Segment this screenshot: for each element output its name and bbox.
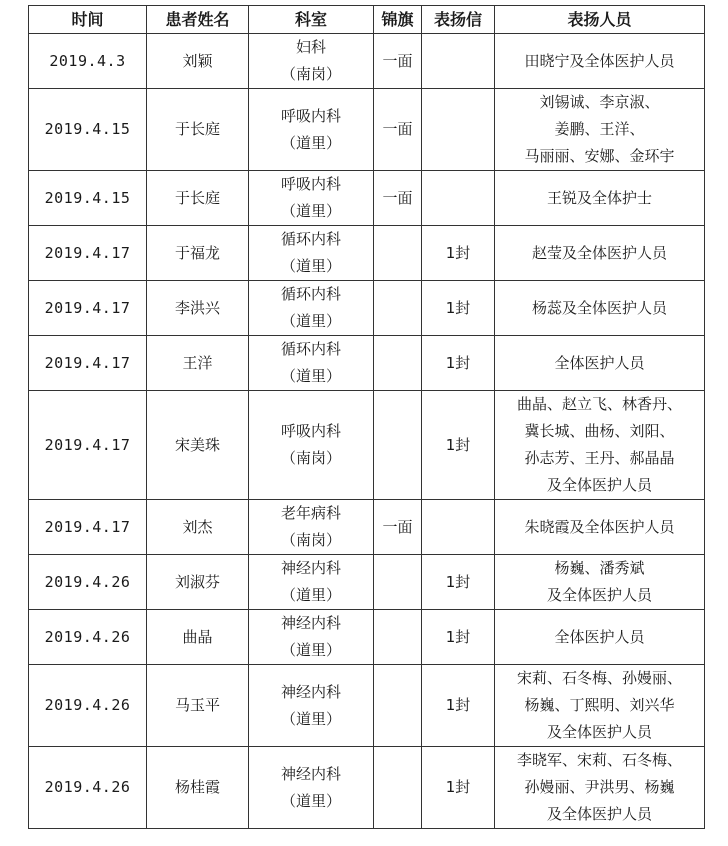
staff-line: 及全体医护人员: [546, 723, 652, 741]
table-row: [29, 391, 705, 500]
header-staff: 表扬人员: [495, 6, 705, 34]
staff-cell: [495, 226, 705, 281]
staff-line: 田晓宁及全体医护人员: [524, 51, 675, 70]
letter-cell: [422, 500, 495, 555]
date-cell: 2019.4.15: [29, 89, 147, 171]
dept-line: （道里）: [280, 202, 341, 220]
banner-cell: [374, 226, 422, 281]
dept-cell: [249, 226, 374, 281]
patient-name-cell: 刘杰: [147, 500, 249, 555]
letter-cell: 1封: [422, 336, 495, 391]
dept-cell: [249, 747, 374, 829]
banner-cell: [374, 747, 422, 829]
patient-name-cell: 宋美珠: [147, 391, 249, 500]
header-date: 时间: [29, 6, 147, 34]
staff-line: 刘锡诚、李京淑、: [539, 93, 660, 111]
table-row: [29, 171, 705, 226]
banner-cell: 一面: [374, 34, 422, 89]
dept-line: 神经内科: [280, 559, 341, 577]
letter-cell: [422, 89, 495, 171]
date-cell: 2019.4.15: [29, 171, 147, 226]
date-cell: 2019.4.17: [29, 226, 147, 281]
banner-cell: [374, 610, 422, 665]
staff-cell: [495, 34, 705, 89]
staff-line: 马丽丽、安娜、金环宇: [524, 147, 675, 165]
dept-line: 循环内科: [280, 340, 341, 358]
date-cell: 2019.4.26: [29, 555, 147, 610]
table-row: [29, 747, 705, 829]
staff-cell: [495, 336, 705, 391]
staff-cell: [495, 89, 705, 171]
table-row: [29, 336, 705, 391]
dept-cell: [249, 336, 374, 391]
header-letter: 表扬信: [422, 6, 495, 34]
banner-cell: [374, 336, 422, 391]
staff-line: 及全体医护人员: [546, 586, 652, 604]
banner-cell: [374, 281, 422, 336]
dept-cell: [249, 171, 374, 226]
dept-line: （道里）: [280, 312, 341, 330]
staff-line: 及全体医护人员: [546, 805, 652, 823]
date-cell: 2019.4.17: [29, 500, 147, 555]
staff-line: 杨巍、丁熙明、刘兴华: [524, 696, 675, 714]
patient-name-cell: 刘淑芬: [147, 555, 249, 610]
banner-cell: [374, 391, 422, 500]
date-cell: 2019.4.26: [29, 747, 147, 829]
banner-cell: 一面: [374, 500, 422, 555]
dept-line: 呼吸内科: [280, 422, 341, 440]
dept-line: 老年病科: [280, 504, 341, 522]
letter-cell: [422, 34, 495, 89]
dept-cell: [249, 89, 374, 171]
letter-cell: 1封: [422, 555, 495, 610]
dept-line: （南岗）: [280, 65, 341, 83]
staff-line: 朱晓霞及全体医护人员: [524, 517, 675, 536]
letter-cell: 1封: [422, 226, 495, 281]
dept-cell: [249, 34, 374, 89]
letter-cell: 1封: [422, 610, 495, 665]
staff-cell: [495, 500, 705, 555]
dept-line: （南岗）: [280, 449, 341, 467]
header-dept: 科室: [249, 6, 374, 34]
date-cell: 2019.4.26: [29, 610, 147, 665]
banner-cell: [374, 555, 422, 610]
date-cell: 2019.4.17: [29, 391, 147, 500]
date-cell: 2019.4.17: [29, 336, 147, 391]
patient-name-cell: 曲晶: [147, 610, 249, 665]
staff-line: 宋莉、石冬梅、孙嫚丽、: [516, 669, 682, 687]
staff-cell: [495, 665, 705, 747]
staff-cell: [495, 391, 705, 500]
patient-name-cell: 李洪兴: [147, 281, 249, 336]
dept-line: （道里）: [280, 257, 341, 275]
table-row: [29, 665, 705, 747]
staff-cell: [495, 610, 705, 665]
patient-name-cell: 于长庭: [147, 89, 249, 171]
table-row: [29, 281, 705, 336]
staff-line: 杨蕊及全体医护人员: [531, 298, 667, 317]
dept-line: （南岗）: [280, 531, 341, 549]
patient-name-cell: 刘颖: [147, 34, 249, 89]
staff-cell: [495, 747, 705, 829]
dept-line: （道里）: [280, 133, 341, 152]
table-row: [29, 555, 705, 610]
dept-cell: [249, 391, 374, 500]
table-row: [29, 89, 705, 171]
patient-name-cell: 于福龙: [147, 226, 249, 281]
table-row: [29, 34, 705, 89]
dept-line: 神经内科: [280, 614, 341, 632]
date-cell: 2019.4.17: [29, 281, 147, 336]
dept-line: （道里）: [280, 586, 341, 604]
header-banner: 锦旗: [374, 6, 422, 34]
staff-line: 赵莹及全体医护人员: [531, 243, 667, 262]
letter-cell: 1封: [422, 391, 495, 500]
commendation-table: [28, 5, 705, 829]
letter-cell: 1封: [422, 281, 495, 336]
dept-cell: [249, 610, 374, 665]
date-cell: 2019.4.26: [29, 665, 147, 747]
table-body: [29, 34, 705, 829]
table-row: [29, 500, 705, 555]
staff-cell: [495, 281, 705, 336]
patient-name-cell: 马玉平: [147, 665, 249, 747]
dept-line: 呼吸内科: [280, 106, 341, 125]
staff-line: 冀长城、曲杨、刘阳、: [524, 422, 675, 440]
dept-line: （道里）: [280, 641, 341, 659]
dept-cell: [249, 665, 374, 747]
dept-line: 循环内科: [280, 285, 341, 303]
dept-line: （道里）: [280, 709, 341, 728]
staff-line: 姜鹏、王洋、: [554, 120, 645, 138]
patient-name-cell: 王洋: [147, 336, 249, 391]
dept-cell: [249, 555, 374, 610]
table-row: [29, 610, 705, 665]
dept-cell: [249, 281, 374, 336]
dept-line: 呼吸内科: [280, 175, 341, 193]
banner-cell: [374, 665, 422, 747]
header-row: [29, 6, 705, 34]
banner-cell: 一面: [374, 89, 422, 171]
staff-line: 孙志芳、王丹、郝晶晶: [524, 449, 675, 467]
banner-cell: 一面: [374, 171, 422, 226]
dept-line: （道里）: [280, 367, 341, 385]
staff-line: 王锐及全体护士: [546, 188, 652, 207]
patient-name-cell: 于长庭: [147, 171, 249, 226]
dept-line: 妇科: [295, 38, 326, 56]
staff-line: 全体医护人员: [554, 627, 645, 646]
dept-cell: [249, 500, 374, 555]
letter-cell: [422, 171, 495, 226]
staff-line: 全体医护人员: [554, 353, 645, 372]
staff-line: 杨巍、潘秀斌: [554, 559, 645, 577]
staff-line: 曲晶、赵立飞、林香丹、: [516, 395, 682, 413]
dept-line: 神经内科: [280, 764, 341, 783]
dept-line: 神经内科: [280, 682, 341, 701]
dept-line: （道里）: [280, 791, 341, 810]
table-row: [29, 226, 705, 281]
staff-cell: [495, 555, 705, 610]
staff-cell: [495, 171, 705, 226]
patient-name-cell: 杨桂霞: [147, 747, 249, 829]
letter-cell: 1封: [422, 665, 495, 747]
header-patient: 患者姓名: [147, 6, 249, 34]
letter-cell: 1封: [422, 747, 495, 829]
dept-line: 循环内科: [280, 230, 341, 248]
staff-line: 孙嫚丽、尹洪男、杨巍: [524, 778, 675, 796]
date-cell: 2019.4.3: [29, 34, 147, 89]
staff-line: 及全体医护人员: [546, 476, 652, 494]
staff-line: 李晓军、宋莉、石冬梅、: [516, 751, 682, 769]
